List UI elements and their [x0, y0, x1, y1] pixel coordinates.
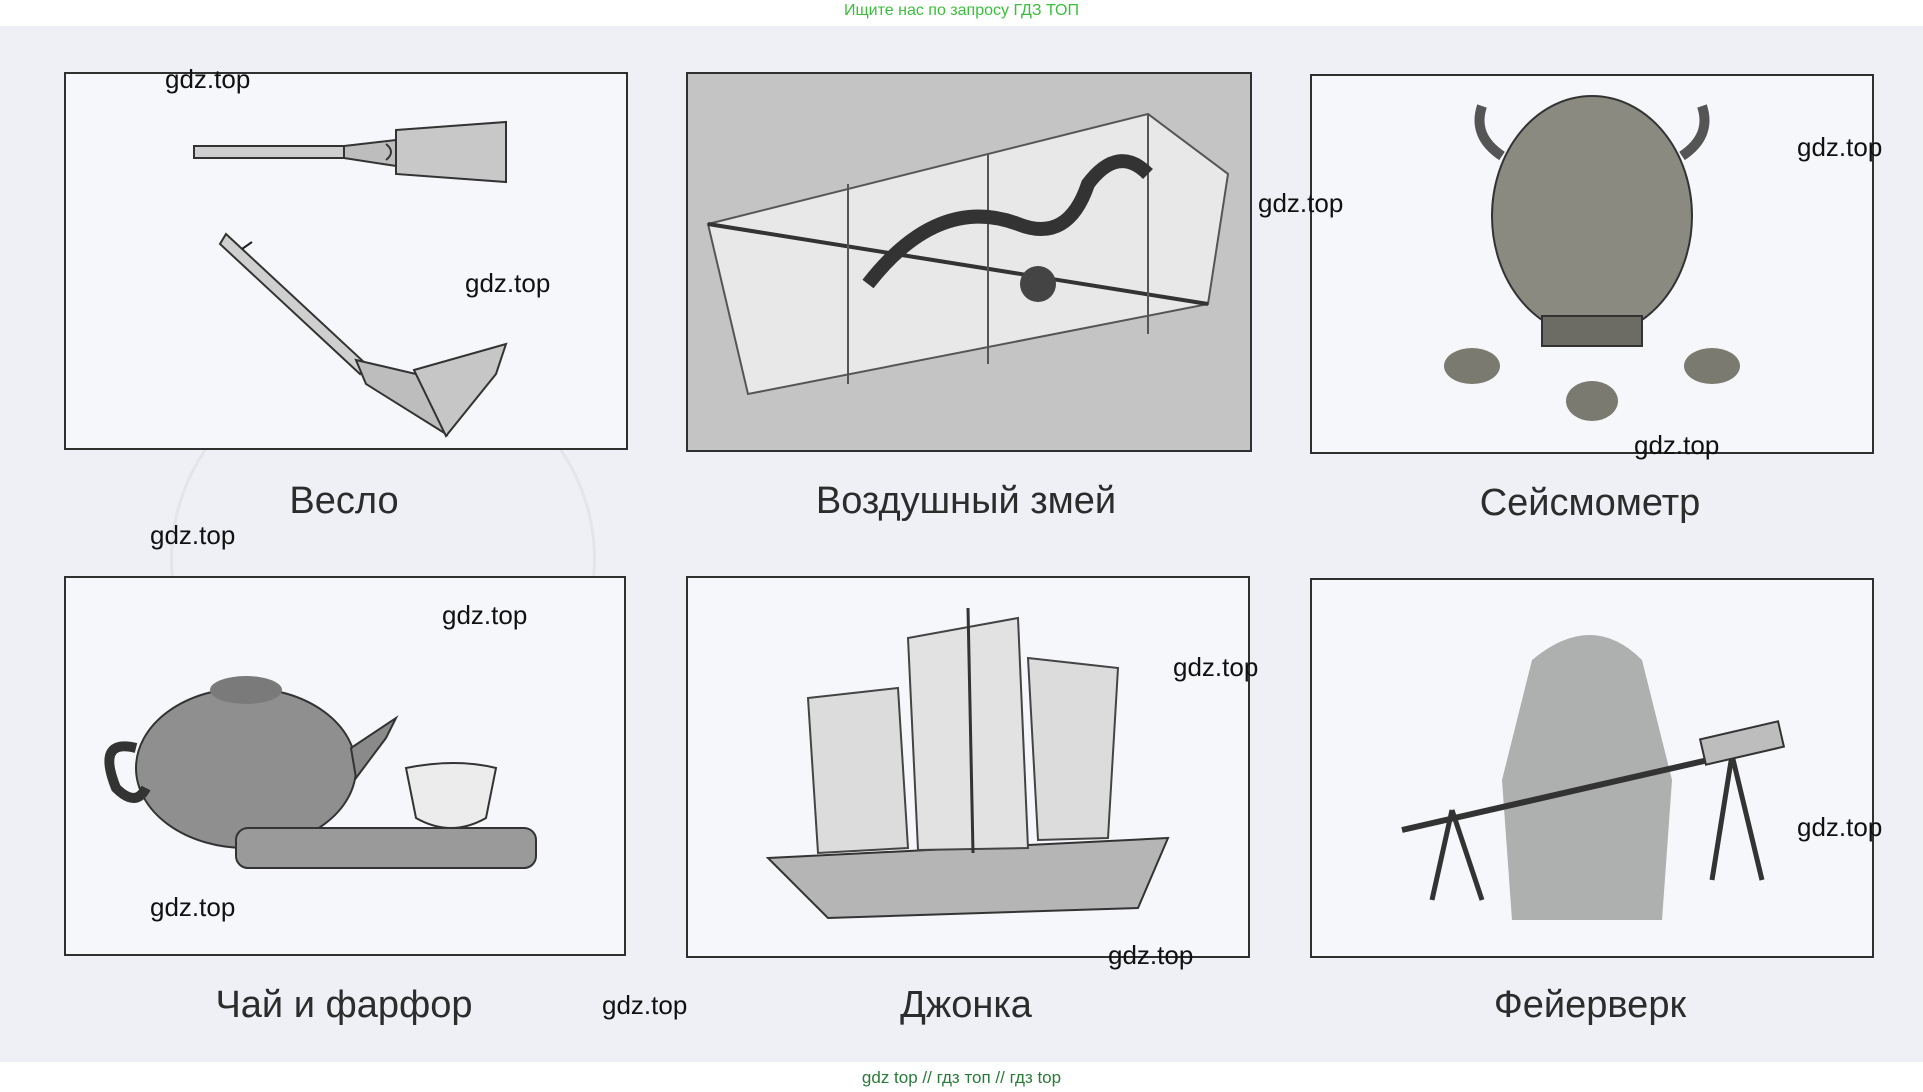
watermark: gdz.top	[442, 600, 528, 630]
bottom-banner[interactable]: gdz top // гдз топ // гдз top	[861, 1068, 1062, 1087]
watermark: gdz.top	[150, 520, 236, 550]
kite-icon	[688, 74, 1250, 450]
seismometer-icon	[1312, 76, 1872, 452]
top-banner[interactable]: Ищите нас по запросу ГДЗ ТОП	[844, 2, 1079, 19]
junk-picture-frame	[686, 576, 1250, 958]
firework-picture-frame	[1310, 578, 1874, 958]
watermark: gdz.top	[150, 892, 236, 922]
caption-kite: Воздушный змей	[815, 480, 1117, 522]
watermark: gdz.top	[1797, 812, 1883, 842]
watermark: gdz.top	[165, 64, 251, 94]
firework-launcher-icon	[1312, 580, 1872, 956]
junk-ship-icon	[688, 578, 1248, 956]
watermark: gdz.top	[1258, 188, 1344, 218]
seismometer-picture-frame	[1310, 74, 1874, 454]
watermark: gdz.top	[465, 268, 551, 298]
caption-junk: Джонка	[900, 984, 1032, 1026]
tea-picture-frame	[64, 576, 626, 956]
oar-icon	[66, 74, 626, 448]
caption-oar: Весло	[289, 480, 399, 522]
watermark: gdz.top	[1797, 132, 1883, 162]
watermark: gdz.top	[1634, 430, 1720, 460]
oar-picture-frame	[64, 72, 628, 450]
kite-picture-frame	[686, 72, 1252, 452]
caption-tea-porcelain: Чай и фарфор	[215, 984, 473, 1026]
caption-firework: Фейерверк	[1493, 984, 1687, 1026]
caption-seismometer: Сейсмометр	[1479, 482, 1701, 524]
watermark: gdz.top	[1173, 652, 1259, 682]
watermark: gdz.top	[1108, 940, 1194, 970]
watermark: gdz.top	[602, 990, 688, 1020]
